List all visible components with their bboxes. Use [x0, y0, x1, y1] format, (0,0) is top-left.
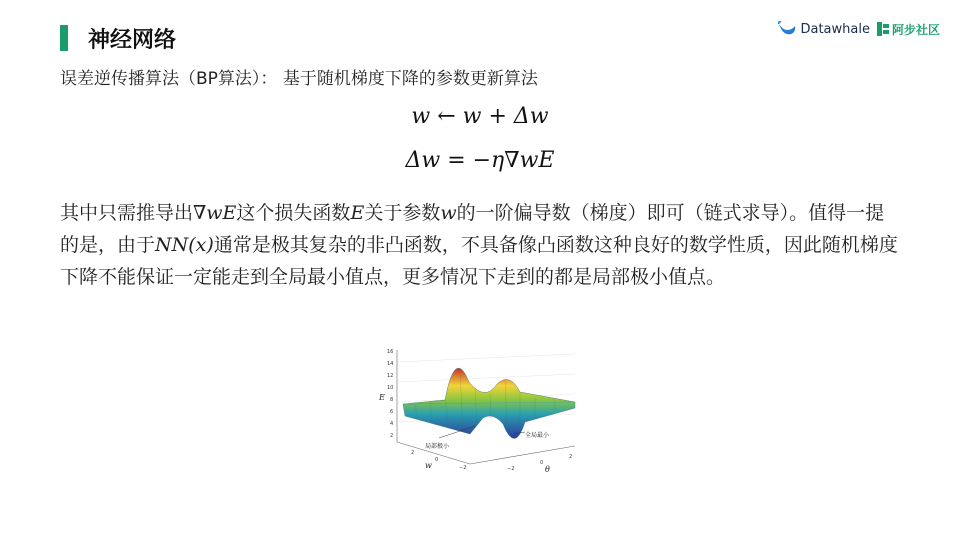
w-tick: 0 [435, 457, 439, 463]
whale-icon [777, 20, 797, 38]
formula-delta-rule [0, 148, 960, 173]
partner-logo [876, 21, 940, 38]
z-tick: 2 [390, 433, 394, 439]
para-text-4: 的一阶偏导数（梯度）即可（链式求导）。值得一提的是，由于 [60, 202, 885, 256]
math-network: NN(x) [155, 234, 214, 256]
math-loss: E [350, 202, 365, 224]
z-axis-label: E [379, 393, 385, 402]
para-text-5: 通常是极其复杂的非凸函数，不具备像凸函数这种良好的数学性质，因此随机梯度下降不能保证一定能走到全局最小值点，更多情况下走到的都是局部极小值点。 [60, 234, 898, 288]
formula-update-text: w ← w + Δw [411, 104, 549, 129]
loss-surface-figure [375, 342, 585, 472]
z-tick: 8 [390, 397, 394, 403]
title-accent-bar [60, 25, 68, 51]
subtitle: 误差逆传播算法（BP算法）： 基于随机梯度下降的参数更新算法 [60, 69, 538, 89]
z-tick: 10 [387, 385, 394, 391]
local-min-label: 局部极小 [425, 443, 450, 450]
theta-tick: 2 [569, 454, 573, 460]
partner-logo-text: 阿步社区 [891, 22, 940, 37]
formula-update-rule [0, 104, 960, 129]
partner-icon [876, 21, 890, 37]
para-text-1: 其中只需推导出 [60, 202, 194, 224]
z-tick: 6 [390, 409, 394, 415]
formula-delta-text: Δw = −η∇wE [405, 148, 555, 173]
para-text-3: 关于参数 [364, 202, 441, 224]
w-tick: −2 [459, 465, 467, 471]
datawhale-logo [777, 20, 870, 38]
para-text-2: 这个损失函数 [236, 202, 351, 224]
math-gradient: ∇wE [193, 202, 237, 224]
global-min-label: 全局最小 [525, 432, 550, 439]
theta-axis-label: θ [545, 465, 550, 472]
logo [777, 20, 940, 38]
w-axis-label: w [425, 461, 432, 470]
w-tick: 2 [411, 450, 415, 456]
z-tick: 12 [387, 373, 394, 379]
math-param: w [440, 202, 457, 224]
theta-tick: 0 [540, 460, 544, 466]
logo-text: Datawhale [800, 21, 870, 37]
body-paragraph [60, 197, 900, 293]
z-tick: 16 [387, 349, 394, 355]
theta-tick: −2 [507, 466, 515, 472]
z-tick: 14 [387, 361, 394, 367]
z-tick: 4 [390, 421, 394, 427]
page-title: 神经网络 [88, 28, 177, 53]
